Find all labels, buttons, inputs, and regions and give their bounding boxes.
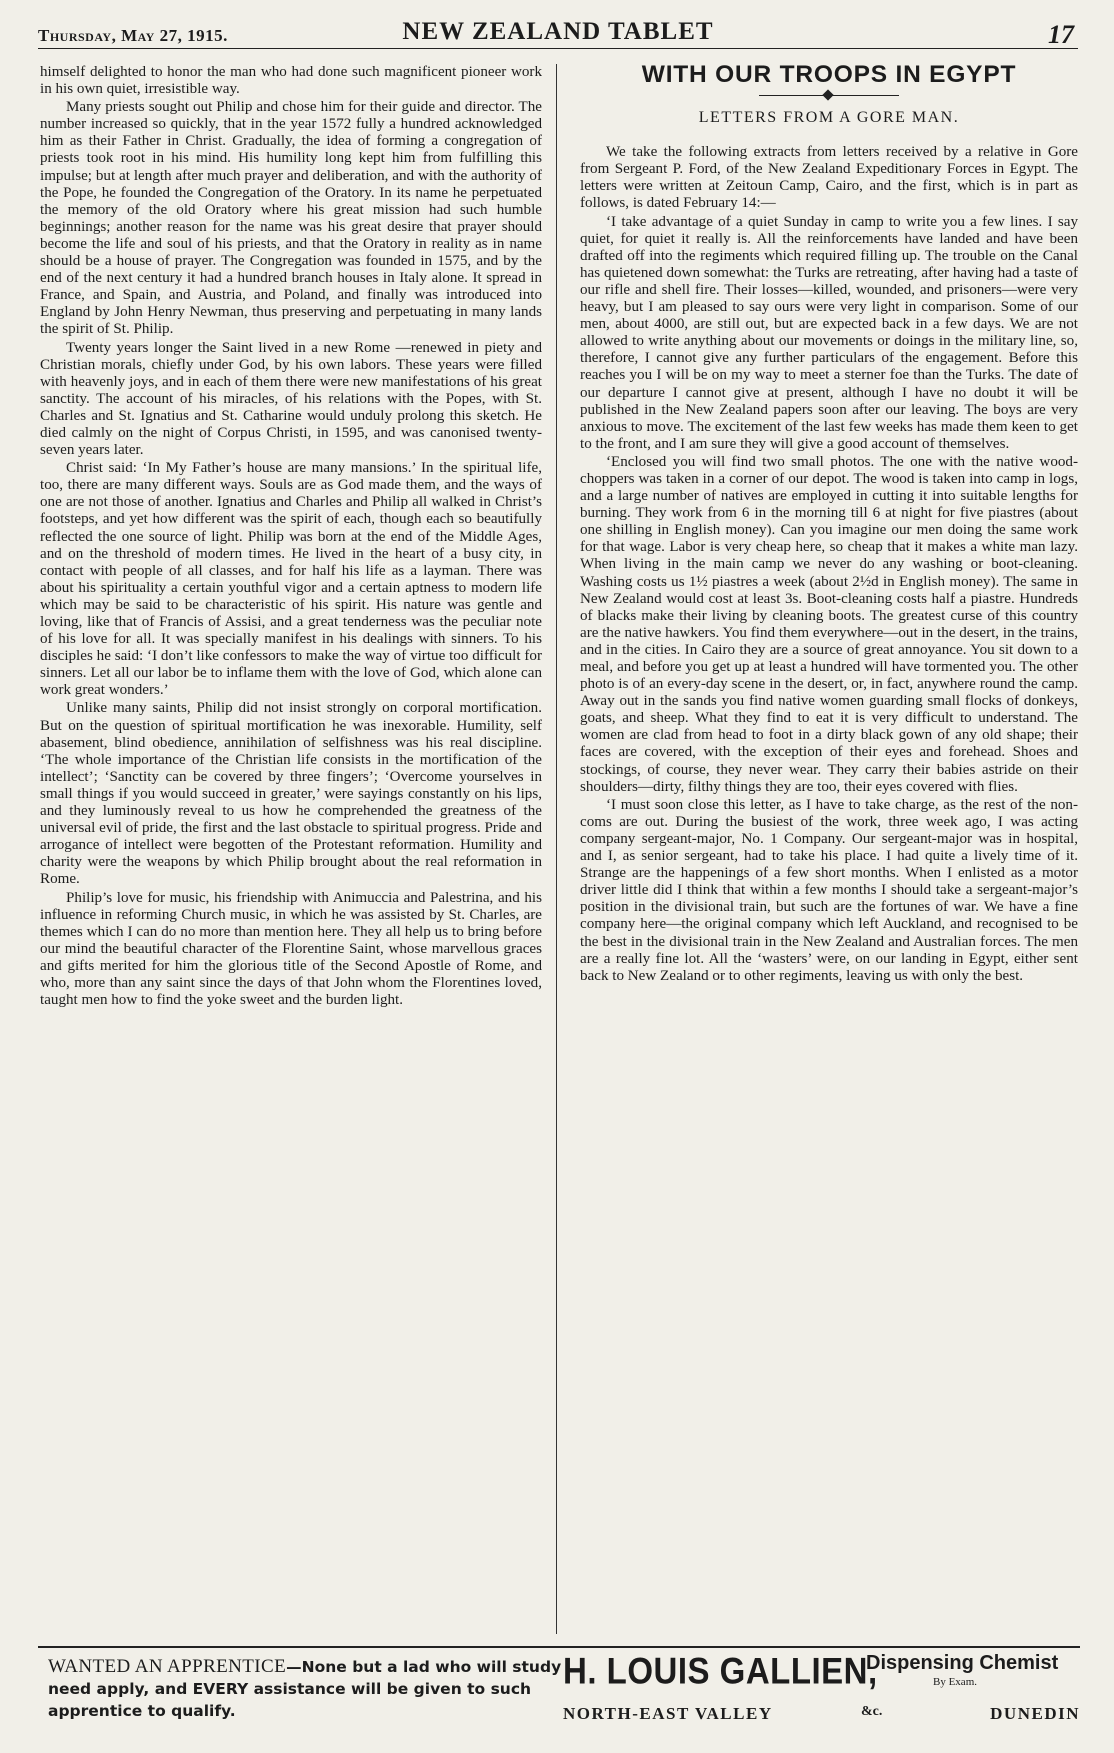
page-header xyxy=(38,18,1078,49)
article-paragraph: ‘Enclosed you will find two small photos. The one with the native wood-choppers was taken in a corner of our depot. The wood is taken into camp in logs, and a large number of natives are employed in cutting it into suitable lengths for burning. They work from 6 in the morning till 6 at night for five piastres (about one shilling in English money). Can you imagine our men doing the same work for that wage. Labor is very cheap here, so cheap that it makes a white man lazy. When living in the main camp we never do any washing or boot-cleaning. Washing costs us 1½ piastres a week (about 2½d in English money). The same in New Zealand would cost at least 3s. Boot-cleaning costs half a piastre. Hundreds of blacks make their living by cleaning boots. The greatest curse of this country are the native hawkers. You find them everywhere—out in the desert, in the trains, and in the cities. In Cairo they are a source of great annoyance. You sit down to a meal, and before you get up at least a hundred will have tormented you. The other photo is of an every-day scene in the desert, or, in fact, anywhere round the camp. Away out in the sands you find native women guarding small flocks of donkeys, goats, and sheep. What they find to eat it is very difficult to understand. The women are clad from head to foot in a dirty black gown of any old shape; their faces are covered, with the exception of their eyes and forehead. Shoes and stockings, of course, they never wear. They carry their babies astride on their shoulders—dirty, filthy things they are too, their eyes covered with flies. xyxy=(580,453,1078,795)
article-paragraph: Unlike many saints, Philip did not insist strongly on corporal mortification. But on the question of spiritual mortification he was inexorable. Humility, self abasement, blind obedience, annihilation of selfishness was his real discipline. ‘The whole importance of the Christian life consists in the mortification of the intellect’; ‘Sanctity can be covered by three fingers’; ‘Overcome yourselves in small things if you would succeed in greater,’ were sayings constantly on his lips, and they luminously reveal to us how he comprehended the greatness of the universal evil of pride, the first and the last obstacle to spiritual progress. Pride and arrogance of intellect were begotten of the Protestant reformation. Humility and charity were the weapons by which Philip brought about the real reformation in Rome. xyxy=(40,700,542,888)
page-number: 17 xyxy=(1048,20,1074,49)
chemist-city: DUNEDIN xyxy=(990,1704,1080,1723)
story-subheading: LETTERS FROM A GORE MAN. xyxy=(698,109,960,127)
advertisement-strip xyxy=(38,1646,1080,1744)
chemist-trade: Dispensing Chemist xyxy=(866,1652,1059,1674)
article-paragraph: Philip’s love for music, his friendship with Animuccia and Palestrina, and his influence in reforming Church music, in which he was assisted by St. Charles, are themes which I can do no more than mention here. They all help us to bring before our mind the beautiful character of the Florentine Saint, whose marvellous graces and gifts merited for him the glorious title of the Second Apostle of Rome, and who, more than any saint since the days of that John whom the Florentines loved, taught men how to find the yoke sweet and the burden light. xyxy=(40,889,542,1009)
article-paragraph: Twenty years longer the Saint lived in a new Rome —renewed in piety and Christian morals, chiefly under God, by his own labors. These years were filled with heavenly joys, and in each of them there were new manifestations of his great sanctity. The account of his miracles, of his relations with the Popes, with St. Charles and St. Ignatius and St. Catharine would unduly prolong this sketch. He died calmly on the night of Corpus Christi, in 1595, and was canonised twenty-seven years later. xyxy=(40,339,542,459)
chemist-name: H. LOUIS GALLIEN, xyxy=(563,1650,878,1692)
article-paragraph: We take the following extracts from letters received by a relative in Gore from Sergeant P. Ford, of the New Zealand Expeditionary Forces in Egypt. The letters were written at Zeitoun Camp, Cairo, and the first, which is in part as follows, is dated February 14:— xyxy=(580,144,1078,212)
issue-date: Thursday, May 27, 1915. xyxy=(38,26,228,45)
chemist-location: NORTH-EAST VALLEY xyxy=(563,1704,773,1723)
article-paragraph: Many priests sought out Philip and chose him for their guide and director. The number increased so quickly, that in the year 1572 fully a hundred acknowledged him as their Father in Christ. Gradually, the idea of forming a congregation of priests took root in his mind. His humility long kept him from fulfilling this impulse; but at length after much prayer and deliberation, and with the authority of the Pope, he founded the Congregation of the Oratory. In its name he perpetuated the memory of the old Oratory where his great mission had such humble beginnings; another reason for the name was his great desire that prayer should become the life and soul of his priests, and that the Oratory in reality as in name should be a house of prayer. The Congregation was founded in 1575, and by the end of the next century it had a hundred branch houses in Italy alone. It spread in France, and Spain, and Austria, and Poland, and finally was introduced into England by John Henry Newman, thus preserving and perpetuating in many lands the spirit of St. Philip. xyxy=(40,99,542,338)
column-divider xyxy=(556,64,557,1634)
article-paragraph: himself delighted to honor the man who had done such magnificent pioneer work in his own quiet, irresistible way. xyxy=(40,64,542,98)
headline-ornament-rule xyxy=(759,91,899,101)
wanted-text: —None but a lad who will study need apply, and EVERY assistance will be given to such apprentice to qualify. xyxy=(48,1658,562,1720)
chemist-advertisement xyxy=(563,1650,1080,1740)
right-column-article xyxy=(580,64,1078,1634)
article-paragraph: ‘I take advantage of a quiet Sunday in camp to write you a few lines. I say quiet, for quiet it really is. All the reinforcements have landed and have been drafted off into the regiments which required filling up. The trouble on the Canal has quietened down somewhat: the Turks are retreating, after having had a taste of our rifle and shell fire. Their losses—killed, wounded, and prisoners—were very heavy, but I am pleased to say ours were very light in comparison. Some of our men, about 4000, are still out, but are expected back in a few days. We are not allowed to write anything about our movements or doings in the military line, so, therefore, I cannot give any further particulars of the engagement. Before this reaches you I will be on my way to meet a sterner foe than the Turks. The date of our departure I cannot give at present, although I have no doubt it will be published in the New Zealand papers soon after our leaving. The boys are very anxious to move. The excitement of the last few weeks has made them keen to get to the front, and I am sure they will give a good account of themselves. xyxy=(580,213,1078,452)
article-paragraph: ‘I must soon close this letter, as I have to take charge, as the rest of the non-coms are out. During the busiest of the work, three week ago, I was acting company sergeant-major, No. 1 Company. Our sergeant-major was in hospital, and I, as senior sergeant, had to take his place. I had quite a lively time of it. Strange are the happenings of a few short months. When I enlisted as a motor driver little did I think that within a few months I should take a sergeant-major’s position in the divisional train, but such are the fortunes of war. We have a fine company here—the original company which left Auckland, and recognised to be the best in the divisional train in the New Zealand and Australian forces. The men are a really fine lot. All the ‘wasters’ were, on our landing in Egypt, either sent back to New Zealand or to other regiments, leaving us with only the best. xyxy=(580,796,1078,984)
location-separator: &c. xyxy=(861,1704,883,1719)
masthead-title: NEW ZEALAND TABLET xyxy=(402,18,714,45)
article-paragraph: Christ said: ‘In My Father’s house are many mansions.’ In the spiritual life, too, there are many different ways. Souls are as God made them, and the ways of one are not those of another. Ignatius and Charles and Philip all walked in Christ’s footsteps, and yet how different was the spirit of each, though each so beautifully reflected the one source of light. Philip was born at the end of the Middle Ages, and on the threshold of modern times. He lived in the heart of a busy city, in contact with people of all classes, and for half his life as a layman. There was about his spirituality a certain youthful vigor and a certain aptness to modern life which may be said to be characteristic of his spirit. His nature was gentle and loving, like that of Francis of Assisi, and a great tenderness was the peculiar note of his love for all. It was specially manifest in his dealings with sinners. To his disciples he said: ‘I don’t like confessors to make the way of virtue too difficult for sinners. Let all our labor be to inflame them with the love of God, which alone can work great wonders.’ xyxy=(40,460,542,699)
left-column-article xyxy=(40,64,542,1634)
story-headline: WITH OUR TROOPS IN EGYPT xyxy=(641,64,1017,88)
apprentice-advertisement xyxy=(48,1656,568,1722)
chemist-qualification: By Exam. xyxy=(933,1676,977,1688)
wanted-heading: WANTED AN APPRENTICE xyxy=(48,1656,287,1677)
